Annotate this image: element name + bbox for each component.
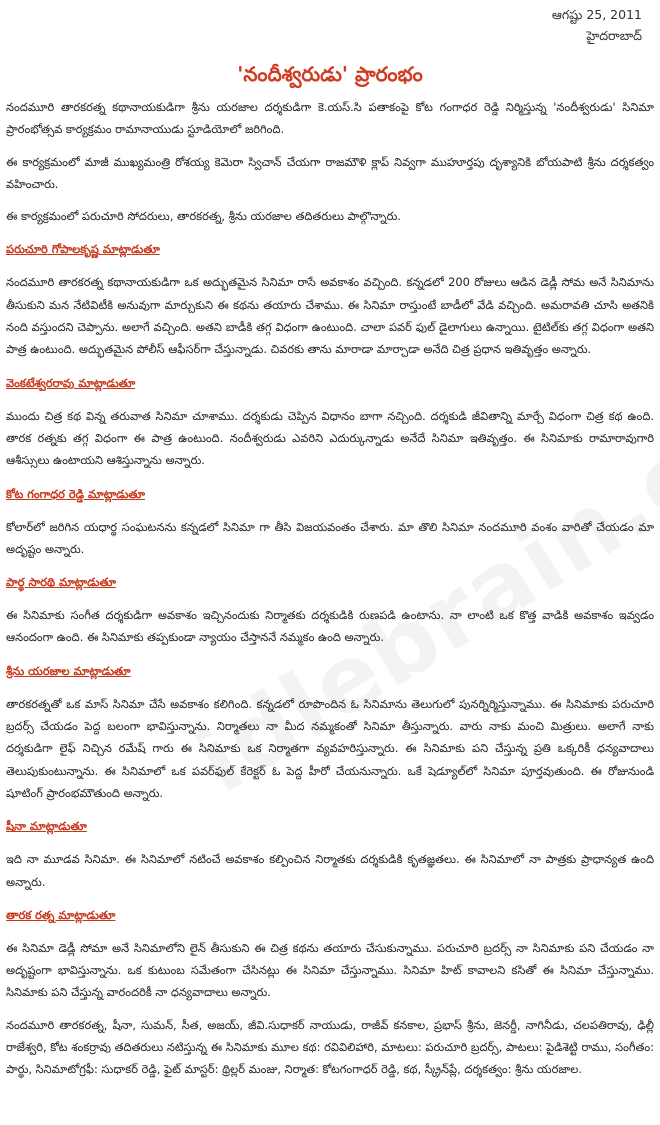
taraka-ratna-paragraph: ఈ సినిమా డెడ్లీ సోమా అనే సినిమాలోని లైన్ తీసుకుని ఈ చిత్ర కథను తయారు చేసుకున్నాము. పరుచూరి బ్రదర్స్ నా సినిమాకు పని చేయడం నా అదృష్టంగా భావిస్తున్నాను. ఒక కుటుంబ సమేతంగా చేసినట్లు ఈ సినిమా చేస్తున్నాము. సినిమా హిట్ కావాలని కసితో ఈ సినిమా చేస్తున్నాము. సినిమాకు పని చేస్తున్న వారందరికీ నా ధన్యవాదాలు అన్నారు. [6, 940, 654, 1000]
section-heading-taraka-ratna: తారక రత్న మాట్లాడుతూ [6, 907, 116, 922]
intro-paragraph-2: ఈ కార్యక్రమంలో మాజీ ముఖ్యమంత్రి రోశయ్య కెమెరా స్విచాన్ చేయగా రాజమౌళి క్లాప్ నివ్వగా ముహూర్తపు దృశ్యానికి బోయపాటి శ్రీను దర్శకత్వం వహించారు. [6, 154, 654, 191]
dateline [552, 4, 642, 46]
intro-paragraph-1: నందమూరి తారకరత్న కథానాయకుడిగా శ్రీను యరజాల దర్శకుడిగా కె.యస్.సి పతాకంపై కోట గంగాధర రెడ్డి నిర్మిస్తున్న 'నందీశ్వరుడు' సినిమా ప్రారంభోత్సవ కార్యక్రమం రామానాయుడు స్టూడియోలో జరిగింది. [6, 100, 654, 137]
article-place: హైదరాబాద్ [586, 28, 642, 43]
cast-crew-paragraph: నందమూరి తారకరత్న, షీనా, సుమన్, సీత, అజయ్, జీవి.సుధాకర్ నాయుడు, రాజీవ్ కనకాల, ప్రభాస్ శ్రీను, జెనర్డీ, నాగినీడు, చలపతిరావు, ఢిల్లీ రాజేశ్వరి, కోట శంకర్రావు తదితరులు నటిస్తున్న ఈ సినిమాకు మూల కథ: రవివిలిహారి, మాటలు: పరుచూరి బ్రదర్స్, పాటలు: పైడిశెట్టి రాము, సంగీతం: పార్థు, సినిమాటోగ్రఫీ: సుధాకర్ రెడ్డి, ఫైట్ మాస్టర్: థ్రిల్లర్ మంజు, నిర్మాత: కోటగంగాధర్ రెడ్డి, కథ, స్క్రీన్‌ప్లే, దర్శకత్వం: శ్రీను యరజాల. [6, 1017, 654, 1077]
partha-sarathi-paragraph: ఈ సినిమాకు సంగీత దర్శకుడిగా అవకాశం ఇచ్చినందుకు నిర్మాతకు దర్శకుడికి రుణపడి ఉంటాను. నా లాంటి ఒక కొత్త వాడికి అవకాశం ఇవ్వడం ఆనందంగా ఉంది. ఈ సినిమాకు తప్పకుండా న్యాయం చేస్తాననే నమ్మకం ఉంది అన్నారు. [6, 608, 654, 645]
section-heading-sheena: షీనా మాట్లాడుతూ [6, 819, 87, 834]
section-heading-partha-sarathi: పార్థ సారథి మాట్లాడుతూ [6, 575, 116, 590]
section-heading-venkateswara-rao: వెంకటేశ్వరరావు మాట్లాడుతూ [6, 375, 136, 390]
paruchuri-paragraph: నందమూరి తారకరత్న కథానాయకుడిగా ఒక అద్భుతమైన సినిమా రాసే అవకాశం వచ్చింది. కన్నడలో 200 రోజులు ఆడిన డెడ్లీ సోమ అనే సినిమాను తీసుకుని మన నేటివిటీకి అనువుగా మార్చుకుని ఈ కథను తయారు చేశాము. ఈ సినిమా రాస్తుంటే బాడీలో వేడి వచ్చింది. అమరావతి చూసి అతనికి నంది వస్తుందని చెప్పాను. అలాగే వచ్చింది. అతని బాడీకి తగ్గ విధంగా ఉంటుంది. చాలా పవర్ ఫుల్ డైలాగులు ఉన్నాయి. టైటిల్‌కు తగ్గ విధంగా అతని పాత్ర ఉంటుంది. అద్భుతమైన పోలీస్ ఆఫీసర్‌గా చేస్తున్నాడు. చివరకు తాను మారాడా మార్చాడా అనేది చిత్ర ప్రధాన ఇతివృత్తం అన్నారు. [6, 275, 654, 357]
section-heading-srinu-yarajala: శ్రీను యరజాల మాట్లాడుతూ [6, 663, 131, 678]
srinu-yarajala-paragraph: తారకరత్నతో ఒక మాస్ సినిమా చేసే అవకాశం కలిగింది. కన్నడలో రూపొందిన ఓ సినిమాను తెలుగులో పునర్నిర్మిస్తున్నాము. ఈ సినిమాకు పరుచూరి బ్రదర్స్ చేయడం పెద్ద బలంగా భావిస్తున్నాను. నిర్మాతలు నా మీద నమ్మకంతో సినిమా తీస్తున్నారు. వారు నాకు మంచి మిత్రులు. అలాగే నాకు దర్శకుడిగా లైఫ్ నిచ్చిన రమేష్ గారు ఈ సినిమాకు ఒక నిర్మాతగా వ్యవహరిస్తున్నారు. ఈ సినిమాకు పని చేస్తున్న ప్రతి ఒక్కరికీ ధన్యవాదాలు తెలుపుకుంటున్నాను. ఈ సినిమాలో ఒక పవర్‌ఫుల్ కేరెక్టర్ ఓ పెద్ద హీరో చేయనున్నారు. ఒకే షెడ్యూల్‌లో సినిమా పూర్తవుతుంది. ఈ రోజునుండి షూటింగ్ ప్రారంభమౌతుంది అన్నారు. [6, 696, 654, 800]
venkateswara-rao-paragraph: ముందు చిత్ర కథ విన్న తరువాత సినిమా చూశాము. దర్శకుడు చెప్పిన విధానం బాగా నచ్చింది. దర్శకుడి జీవితాన్ని మార్చే విధంగా చిత్ర కథ ఉంది. తారక రత్నకు తగ్గ విధంగా ఈ పాత్ర ఉంటుంది. నందీశ్వరుడు ఎవరిని ఎదుర్కున్నాడు అనేదే సినిమా ఇతివృత్తం. ఈ సినిమాకు రామారావుగారి ఆశీస్సులు ఉంటాయని ఆశిస్తున్నాను అన్నారు. [6, 408, 654, 468]
sheena-paragraph: ఇది నా మూడవ సినిమా. ఈ సినిమాలో నటించే అవకాశం కల్పించిన నిర్మాతకు దర్శకుడికి కృతజ్ఞతలు. ఈ సినిమాలో నా పాత్రకు ప్రాధాన్యత ఉంది అన్నారు. [6, 852, 654, 889]
section-heading-paruchuri: పరుచూరి గోపాలకృష్ణ మాట్లాడుతూ [6, 242, 160, 257]
article-date: ఆగష్టు 25, 2011 [551, 7, 642, 22]
kota-gangadhara-reddy-paragraph: కోలార్‌లో జరిగిన యధార్థ సంఘటనను కన్నడలో సినిమా గా తీసి విజయవంతం చేశారు. మా తొలి సినిమా నందమూరి వంశం వారితో చేయడం మా అదృష్టం అన్నారు. [6, 519, 654, 556]
intro-paragraph-3: ఈ కార్యక్రమంలో పరుచూరి సోదరులు, తారకరత్న, శ్రీను యరజాల తదితరులు పాల్గొన్నారు. [6, 209, 401, 224]
article-body [6, 96, 654, 1091]
section-heading-kota-gangadhara-reddy: కోట గంగాధర రెడ్డి మాట్లాడుతూ [6, 486, 146, 501]
article-title: 'నందీశ్వరుడు' ప్రారంభం [237, 62, 423, 86]
